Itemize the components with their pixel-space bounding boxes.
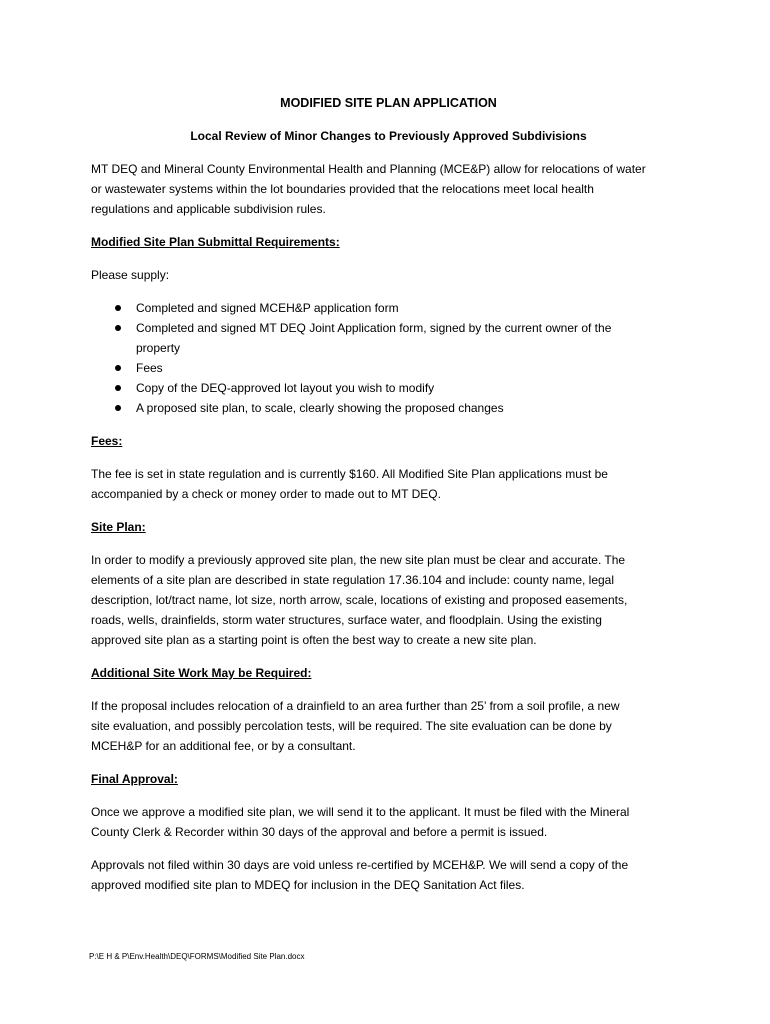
file-path-footer: P:\E H & P\Env.Health\DEQ\FORMS\Modified Site Plan.docx [89,952,305,961]
document-subtitle: Local Review of Minor Changes to Previously Approved Subdivisions [190,129,587,143]
list-item [91,398,686,418]
bullet-icon [115,385,121,391]
list-item-text: property [136,341,181,355]
list-item-text: Copy of the DEQ-approved lot layout you wish to modify [136,381,435,395]
text-line: description, lot/tract name, lot size, north arrow, scale, locations of existing and proposed easements, [91,593,628,607]
text-line: County Clerk & Recorder within 30 days of the approval and before a permit is issued. [91,825,548,839]
text-line: or wastewater systems within the lot boundaries provided that the relocations meet local health [91,182,594,196]
final-approval-paragraph-1 [91,802,686,842]
additional-work-heading: Additional Site Work May be Required: [91,666,312,680]
requirements-list [91,298,686,418]
list-item-text: Completed and signed MCEH&P application form [136,301,399,315]
text-line: If the proposal includes relocation of a drainfield to an area further than 25’ from a soil profile, a new [91,699,620,713]
text-line: approved site plan as a starting point is often the best way to create a new site plan. [91,633,537,647]
fees-paragraph [91,464,686,504]
text-line: regulations and applicable subdivision rules. [91,202,326,216]
bullet-icon [115,365,121,371]
additional-work-paragraph [91,696,686,756]
list-item [91,358,686,378]
text-line: approved modified site plan to MDEQ for inclusion in the DEQ Sanitation Act files. [91,878,525,892]
list-item [91,298,686,318]
list-item [91,318,686,358]
text-line: site evaluation, and possibly percolation tests, will be required. The site evaluation can be done by [91,719,612,733]
text-line: roads, wells, drainfields, storm water structures, surface water, and floodplain. Using the existing [91,613,602,627]
text-line: accompanied by a check or money order to made out to MT DEQ. [91,487,441,501]
please-supply-text: Please supply: [91,268,170,282]
fees-heading: Fees: [91,434,123,448]
site-plan-paragraph [91,550,686,650]
text-line: MCEH&P for an additional fee, or by a consultant. [91,739,356,753]
site-plan-heading: Site Plan: [91,520,146,534]
bullet-icon [115,325,121,331]
document-title: MODIFIED SITE PLAN APPLICATION [280,96,497,110]
document-body [91,93,686,895]
final-approval-heading: Final Approval: [91,772,178,786]
list-item-text: A proposed site plan, to scale, clearly showing the proposed changes [136,401,504,415]
list-item-text: Completed and signed MT DEQ Joint Application form, signed by the current owner of the [136,321,612,335]
text-line: Approvals not filed within 30 days are void unless re-certified by MCEH&P. We will send a copy of the [91,858,629,872]
submittal-heading: Modified Site Plan Submittal Requirements: [91,235,340,249]
intro-paragraph [91,159,686,219]
list-item-text: Fees [136,361,163,375]
bullet-icon [115,405,121,411]
text-line: In order to modify a previously approved site plan, the new site plan must be clear and accurate. The [91,553,626,567]
text-line: The fee is set in state regulation and is currently $160. All Modified Site Plan applications must be [91,467,608,481]
text-line: Once we approve a modified site plan, we will send it to the applicant. It must be filed with the Mineral [91,805,630,819]
final-approval-paragraph-2 [91,855,686,895]
text-line: MT DEQ and Mineral County Environmental Health and Planning (MCE&P) allow for relocations of water [91,162,646,176]
list-item [91,378,686,398]
bullet-icon [115,305,121,311]
text-line: elements of a site plan are described in state regulation 17.36.104 and include: county name, legal [91,573,615,587]
